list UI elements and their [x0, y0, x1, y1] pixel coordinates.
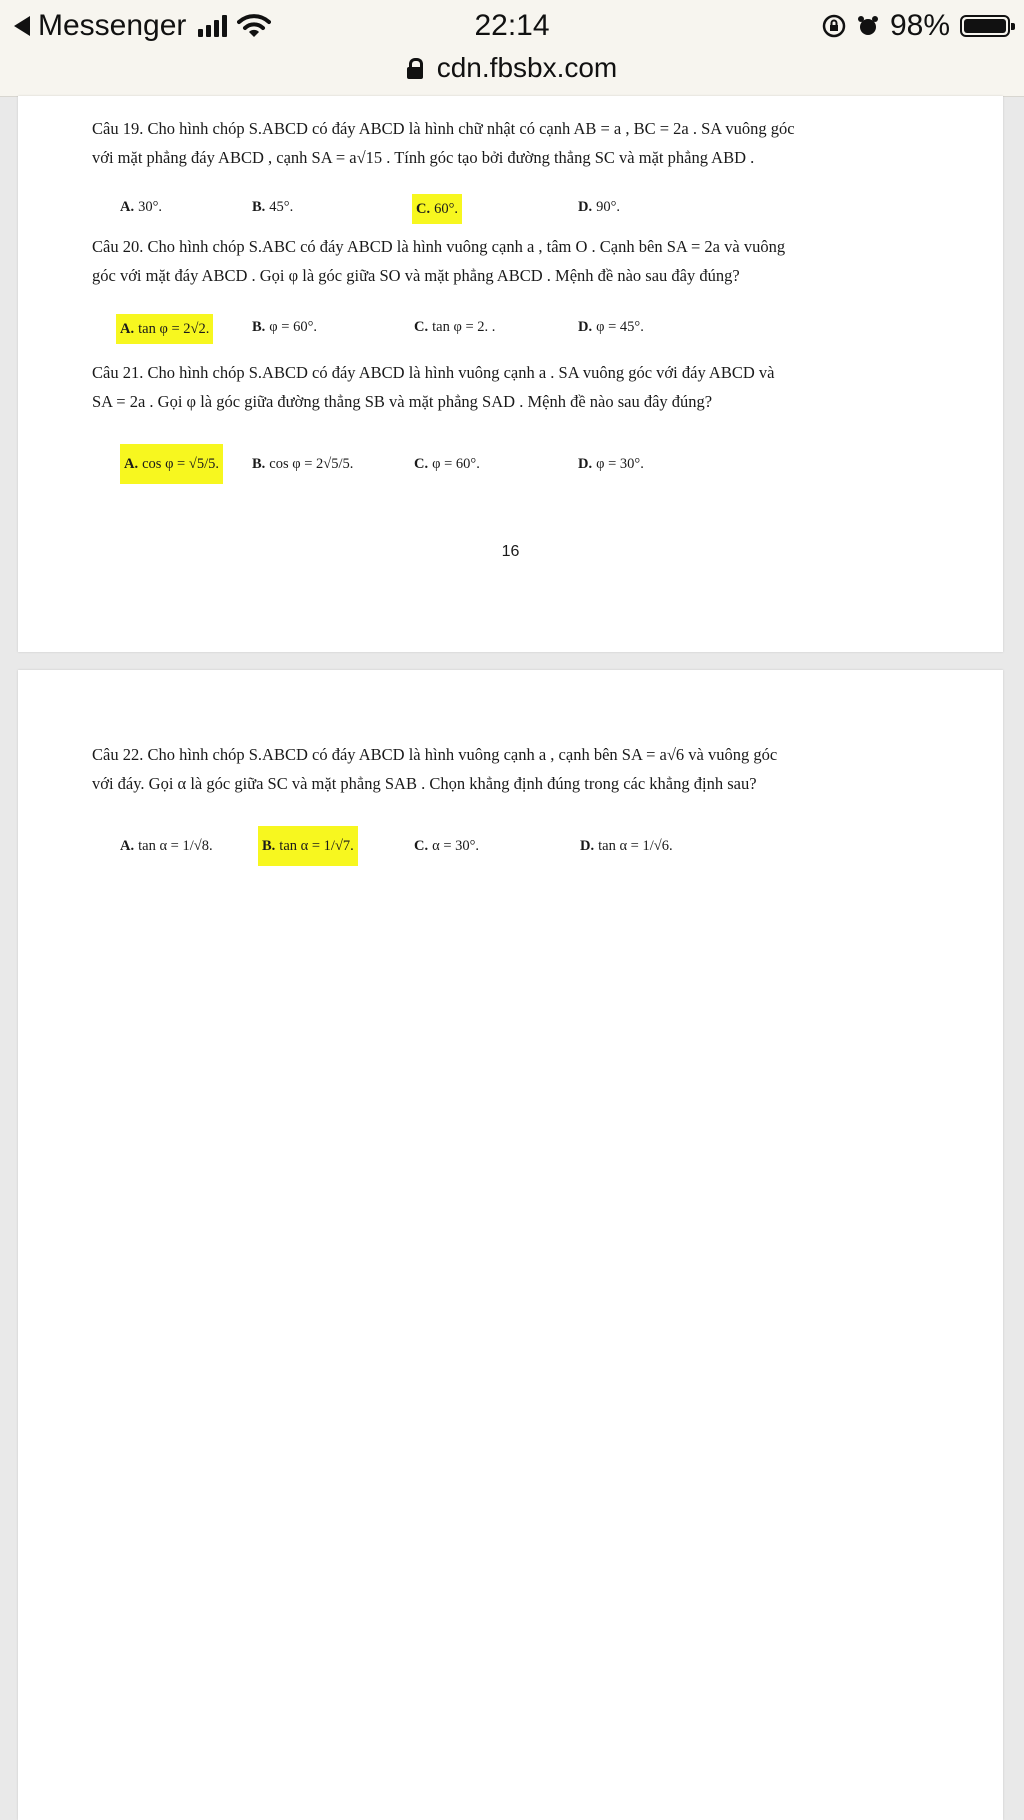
question-20-line-2: góc với mặt đáy ABCD . Gọi φ là góc giữa SO và mặt phẳng ABCD . Mệnh đề nào sau đây đúng? [92, 266, 740, 285]
q22-option-d: D. tan α = 1/√6. [580, 838, 673, 854]
question-20-line-1: Câu 20. Cho hình chóp S.ABC có đáy ABCD là hình vuông cạnh a , tâm O . Cạnh bên SA = 2a và vuông [92, 237, 786, 256]
q21-option-a-highlighted: A. cos φ = √5/5. [120, 444, 223, 484]
q19-option-c-highlighted: C. 60°. [412, 194, 462, 224]
q19-option-d: D. 90°. [578, 199, 621, 215]
battery-icon [960, 15, 1010, 37]
question-21-line-1: Câu 21. Cho hình chóp S.ABCD có đáy ABCD là hình vuông cạnh a . SA vuông góc với đáy ABCD và [92, 363, 775, 382]
address-bar[interactable] [0, 48, 1024, 88]
status-right-group [822, 6, 1010, 46]
q20-option-b: B. φ = 60°. [252, 319, 318, 335]
question-19 [92, 114, 952, 172]
question-19-line-1: Câu 19. Cho hình chóp S.ABCD có đáy ABCD là hình chữ nhật có cạnh AB = a , BC = 2a . SA vuông góc [92, 119, 795, 138]
page-number: 16 [501, 543, 520, 560]
question-22-line-1: Câu 22. Cho hình chóp S.ABCD có đáy ABCD là hình vuông cạnh a , cạnh bên SA = a√6 và vuông góc [92, 745, 778, 764]
question-20 [92, 232, 952, 290]
back-app-label: Messenger [38, 9, 187, 42]
question-21 [92, 358, 952, 416]
browser-top-bar [0, 0, 1024, 97]
alarm-icon [856, 14, 880, 38]
document-page-17 [18, 670, 1003, 1820]
status-clock: 22:14 [474, 9, 550, 42]
q21-option-b: B. cos φ = 2√5/5. [252, 456, 354, 472]
battery-percent: 98% [889, 9, 950, 42]
q21-option-d: D. φ = 30°. [578, 456, 644, 472]
q21-option-c: C. φ = 60°. [414, 456, 480, 472]
question-21-line-2: SA = 2a . Gọi φ là góc giữa đường thẳng SB và mặt phẳng SAD . Mệnh đề nào sau đây đúng? [92, 392, 713, 411]
q22-option-b-highlighted: B. tan α = 1/√7. [258, 826, 358, 866]
q20-option-d: D. φ = 45°. [578, 319, 644, 335]
q22-option-c: C. α = 30°. [414, 838, 480, 854]
orientation-lock-icon [822, 14, 846, 38]
question-19-line-2: với mặt phẳng đáy ABCD , cạnh SA = a√15 . Tính góc tạo bởi đường thẳng SC và mặt phẳng ABD . [92, 148, 755, 167]
status-bar [0, 0, 1024, 50]
url-text: cdn.fbsbx.com [436, 52, 618, 83]
question-22-line-2: với đáy. Gọi α là góc giữa SC và mặt phẳng SAB . Chọn khẳng định đúng trong các khẳng định sau? [92, 774, 757, 793]
q19-option-a: A. 30°. [120, 199, 163, 215]
document-page-16 [18, 96, 1003, 652]
q19-option-b: B. 45°. [252, 199, 294, 215]
q20-option-a-highlighted: A. tan φ = 2√2. [116, 314, 213, 344]
question-22 [92, 740, 952, 798]
q22-option-a: A. tan α = 1/√8. [120, 838, 213, 854]
lock-icon [407, 58, 423, 78]
q20-option-c: C. tan φ = 2. . [414, 319, 496, 335]
